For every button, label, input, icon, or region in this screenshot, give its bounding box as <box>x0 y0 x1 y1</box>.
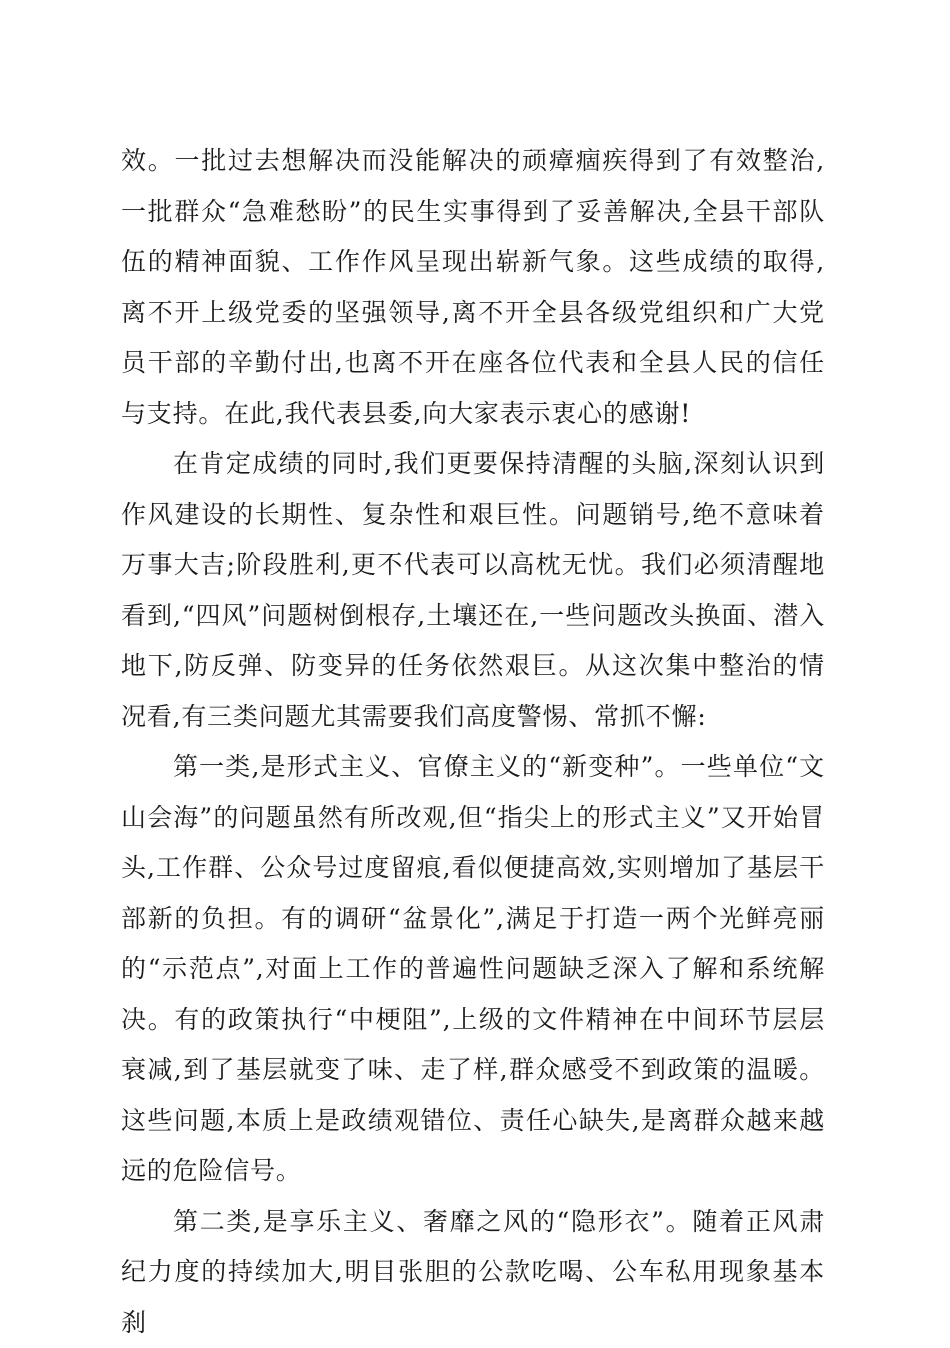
paragraph-style-warning: 在肯定成绩的同时,我们更要保持清醒的头脑,深刻认识到作风建设的长期性、复杂性和艰巨性。问题销号,绝不意味着万事大吉;阶段胜利,更不代表可以高枕无忧。我们必须清醒地看到,“四风”问题树倒根存,土壤还在,一些问题改头换面、潜入地下,防反弹、防变异的任务依然艰巨。从这次集中整治的情况看,有三类问题尤其需要我们高度警惕、常抓不懈: <box>121 439 825 742</box>
document-body <box>121 136 825 1348</box>
paragraph-first-category: 第一类,是形式主义、官僚主义的“新变种”。一些单位“文山会海”的问题虽然有所改观,但“指尖上的形式主义”又开始冒头,工作群、公众号过度留痕,看似便捷高效,实则增加了基层干部新的负担。有的调研“盆景化”,满足于打造一两个光鲜亮丽的“示范点”,对面上工作的普遍性问题缺乏深入了解和系统解决。有的政策执行“中梗阻”,上级的文件精神在中间环节层层衰减,到了基层就变了味、走了样,群众感受不到政策的温暖。这些问题,本质上是政绩观错位、责任心缺失,是离群众越来越远的危险信号。 <box>121 742 825 1197</box>
paragraph-second-category: 第二类,是享乐主义、奢靡之风的“隐形衣”。随着正风肃纪力度的持续加大,明目张胆的公款吃喝、公车私用现象基本刹 <box>121 1197 825 1348</box>
paragraph-continuation: 效。一批过去想解决而没能解决的顽瘴痼疾得到了有效整治,一批群众“急难愁盼”的民生实事得到了妥善解决,全县干部队伍的精神面貌、工作作风呈现出崭新气象。这些成绩的取得,离不开上级党委的坚强领导,离不开全县各级党组织和广大党员干部的辛勤付出,也离不开在座各位代表和全县人民的信任与支持。在此,我代表县委,向大家表示衷心的感谢! <box>121 136 825 439</box>
